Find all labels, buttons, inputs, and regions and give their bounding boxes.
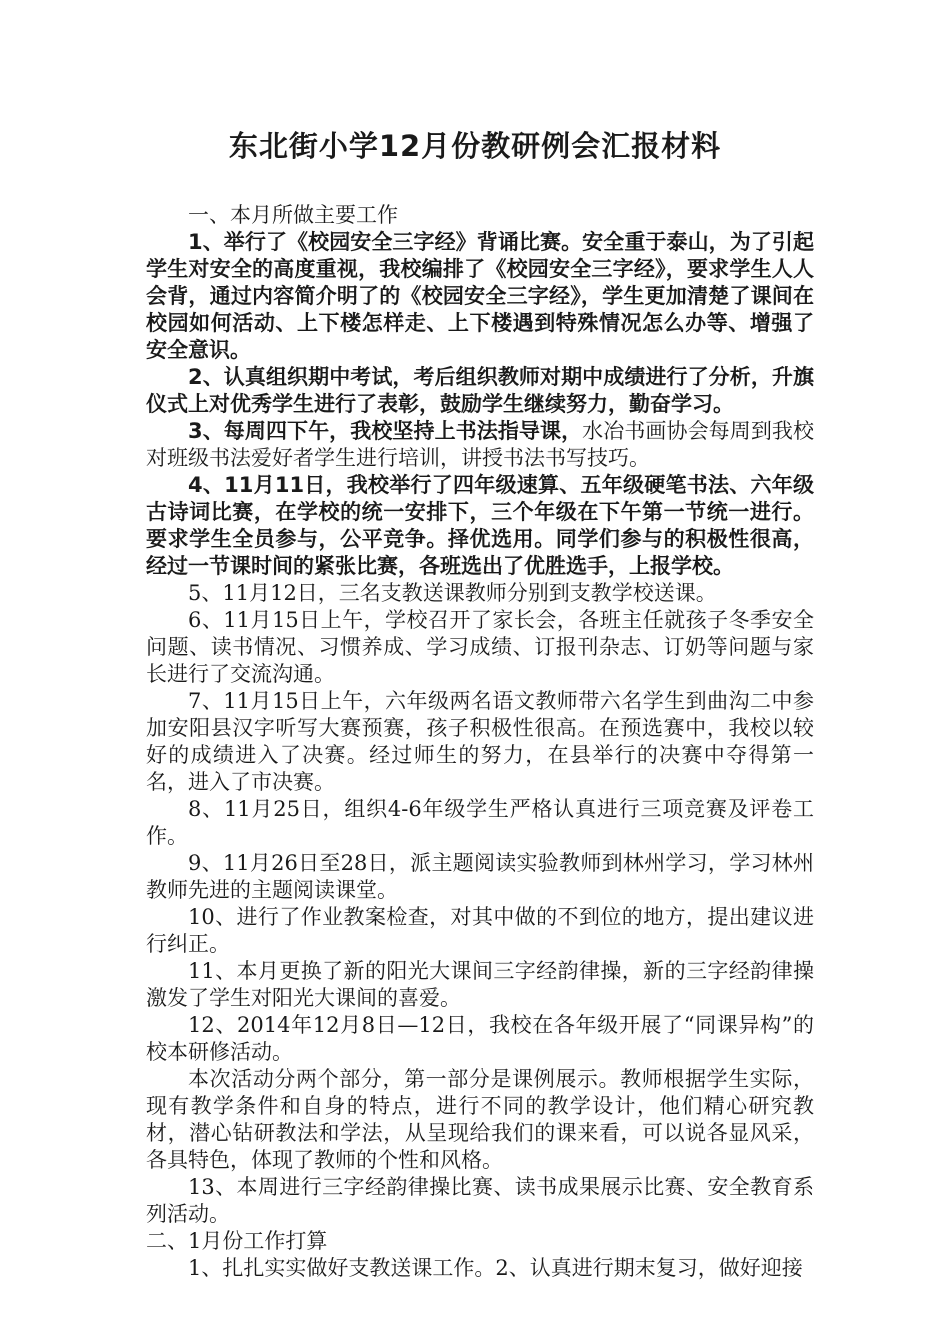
paragraph-item-9: 9、11月26日至28日，派主题阅读实验教师到林州学习，学习林州教师先进的主题阅读课堂。: [146, 851, 814, 902]
paragraph-item-7: 7、11月15日上午，六年级两名语文教师带六名学生到曲沟二中参加安阳县汉字听写大赛预赛，孩子积极性很高。在预选赛中，我校以较好的成绩进入了决赛。经过师生的努力，在县举行的决赛中夺得第一名，进入了市决赛。: [146, 689, 814, 794]
paragraph-item-12-detail: 本次活动分两个部分，第一部分是课例展示。教师根据学生实际，现有教学条件和自身的特点，进行不同的教学设计，他们精心研究教材，潜心钻研教法和学法，从呈现给我们的课来看，可以说各显风采，各具特色，体现了教师的个性和风格。: [146, 1067, 814, 1172]
paragraph-item-3: [146, 418, 814, 472]
paragraph-item-13: 13、本周进行三字经韵律操比赛、读书成果展示比赛、安全教育系列活动。: [146, 1175, 814, 1226]
paragraph-item-2: 2、认真组织期中考试，考后组织教师对期中成绩进行了分析，升旗仪式上对优秀学生进行了表彰，鼓励学生继续努力，勤奋学习。: [146, 365, 814, 416]
paragraph-item-3-bold: 3、每周四下午，我校坚持上书法指导课，: [188, 419, 583, 443]
document-body: [146, 202, 814, 1282]
paragraph-item-6: 6、11月15日上午，学校召开了家长会，各班主任就孩子冬季安全问题、读书情况、习惯养成、学习成绩、订报刊杂志、订奶等问题与家长进行了交流沟通。: [146, 608, 814, 686]
section-heading-1: 一、本月所做主要工作: [188, 203, 398, 227]
paragraph-item-12: 12、2014年12月8日—12日，我校在各年级开展了“同课异构”的校本研修活动。: [146, 1013, 814, 1064]
paragraph-item-8: 8、11月25日，组织4-6年级学生严格认真进行三项竞赛及评卷工作。: [146, 797, 814, 848]
section-heading-2: 二、1月份工作打算: [146, 1229, 328, 1253]
paragraph-item-10: 10、进行了作业教案检查，对其中做的不到位的地方，提出建议进行纠正。: [146, 905, 814, 956]
document-title: 东北街小学12月份教研例会汇报材料: [228, 129, 722, 163]
paragraph-item-4: 4、11月11日，我校举行了四年级速算、五年级硬笔书法、六年级古诗词比赛，在学校的统一安排下，三个年级在下午第一节统一进行。要求学生全员参与，公平竞争。择优选用。同学们参与的积极性很高，经过一节课时间的紧张比赛，各班选出了优胜选手，上报学校。: [146, 473, 814, 578]
paragraph-item-11: 11、本月更换了新的阳光大课间三字经韵律操，新的三字经韵律操激发了学生对阳光大课间的喜爱。: [146, 959, 814, 1010]
paragraph-item-5: 5、11月12日，三名支教送课教师分别到支教学校送课。: [188, 581, 717, 605]
paragraph-item-3-rest: 水冶书画协会每周到我校对班级书法爱好者学生进行培训，讲授书法书写技巧。: [146, 419, 814, 470]
paragraph-plan-1: 1、扎扎实实做好支教送课工作。2、认真进行期末复习，做好迎接: [188, 1256, 803, 1280]
paragraph-item-1: 1、举行了《校园安全三字经》背诵比赛。安全重于泰山，为了引起学生对安全的高度重视，我校编排了《校园安全三字经》，要求学生人人会背，通过内容简介明了的《校园安全三字经》，学生更加清楚了课间在校园如何活动、上下楼怎样走、上下楼遇到特殊情况怎么办等、增强了安全意识。: [146, 230, 814, 362]
